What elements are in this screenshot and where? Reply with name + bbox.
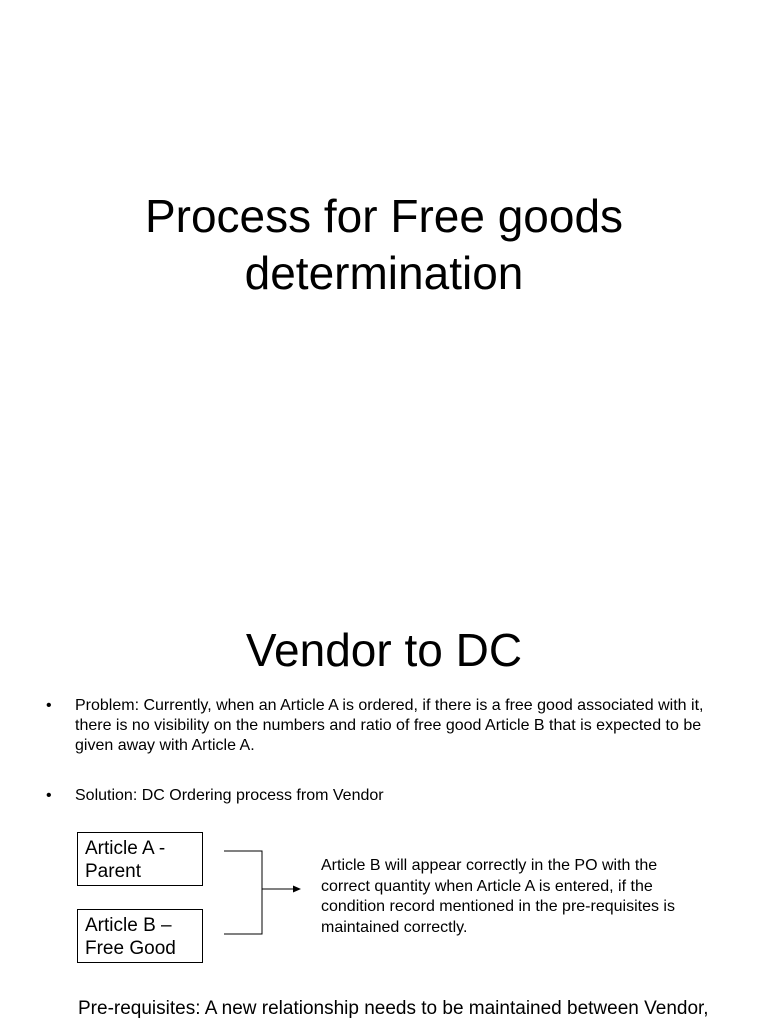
article-a-line2: Parent xyxy=(85,861,141,882)
slide-title-line2: determination xyxy=(244,247,524,299)
bullet-marker-problem: • xyxy=(46,697,52,714)
problem-text: Problem: Currently, when an Article A is ordered, if there is a free good associated with it, there is no visibility on the numbers and ratio of free good Article B that is expected to be given away with Article A. xyxy=(75,697,704,754)
bracket-line xyxy=(224,851,262,934)
bullet-marker-solution: • xyxy=(46,787,52,804)
article-a-line1: Article A - xyxy=(85,838,166,859)
article-b-line2: Free Good xyxy=(85,938,176,959)
article-b-line1: Article B – xyxy=(85,915,172,936)
solution-text: Solution: DC Ordering process from Vendor xyxy=(75,787,384,804)
slide-title-line1: Process for Free goods xyxy=(144,190,624,242)
outcome-note: Article B will appear correctly in the PO with the correct quantity when Article A is entered, if the condition record mentioned in the pre-requisites is maintained correctly. xyxy=(321,857,675,936)
section-title: Vendor to DC xyxy=(245,624,523,676)
prerequisites-text: Pre-requisites: A new relationship needs to be maintained between Vendor, xyxy=(78,998,709,1019)
arrow-head-icon xyxy=(293,886,301,893)
